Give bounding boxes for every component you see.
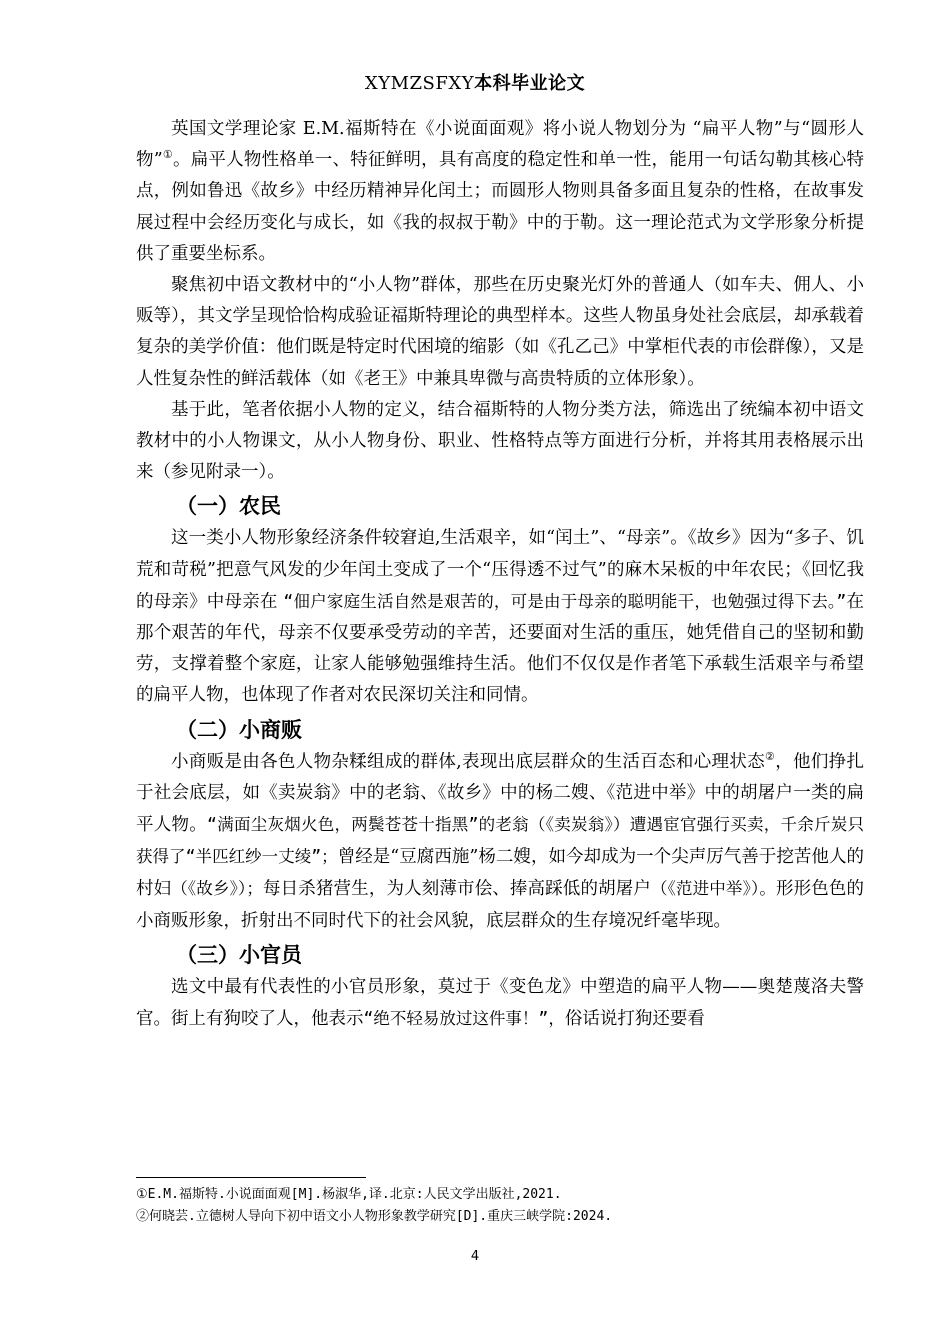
quotation: （《范进中举》）。	[651, 879, 776, 899]
paragraph-text: 英国文学理论家 E.M.福斯特在《小说面面观》将小说人物划分为 “扁平人物”与“圆形人物”	[136, 119, 864, 171]
paragraph-text: 每日杀猪营生，为人刻薄市侩、捧高踩低的胡屠户	[262, 879, 651, 900]
paragraph-text: 。扁平人物性格单一、特征鲜明，具有高度的稳定性和单一性，能用一句话勾勒其核心特点，例如鲁迅《故乡》中经历精神异化闰土；而圆形人物则具备多面且复杂的性格，在故事发展过程中会经历变化与成长，如《我的叔叔于勒》中的于勒。这一理论范式为文学形象分析提供了重要坐标系。	[136, 150, 864, 264]
quotation: “绝不轻易放过这件事！”，	[363, 1009, 565, 1029]
paragraph-text: ，他们挣扎于社会底层，如《卖炭翁》中的老翁、《故乡》中的杨二嫂、《范进中举》中的胡屠户一类的扁平人物。	[136, 751, 864, 836]
paragraph-text: 俗话说打狗还要看	[564, 1009, 705, 1030]
paragraph-text: 选文中最有代表性的小官员形象，莫过于《变色龙》中塑造的扁平人物——奥楚蔑洛夫警官。街上有狗咬了人，他表示	[136, 976, 864, 1030]
quotation: “满面尘灰烟火色，两鬓苍苍十指黑”的老翁（《卖炭翁》）遭遇宦官强行买卖，千余斤炭只获得了“半匹红纱一丈绫”；	[136, 815, 864, 867]
paragraph-text: 这一类小人物形象经济条件较窘迫,生活艰辛，如“闰土”、“母亲”。《故乡》因为“多子、饥荒和苛税”把意气风发的少年闰土变成了一个“压得透不过气”的麻木呆板的中年农民；《回忆我的母亲》中母亲在	[136, 528, 864, 612]
section-heading-farmers: （一）农民	[176, 494, 281, 519]
paragraph-text: 形形色色的小商贩形象，折射出不同时代下的社会风貌，底层群众的生存境况纤毫毕现。	[136, 879, 865, 931]
paragraph-officials	[136, 972, 864, 1035]
section-heading-officials: （三）小官员	[176, 942, 302, 967]
quotation: （《故乡》）；	[171, 879, 263, 899]
footnote-2: ②何晓芸.立德树人导向下初中语文小人物形象教学研究[D].重庆三峡学院:2024.	[136, 1209, 613, 1224]
quotation: “佃户家庭生活自然是艰苦的，可是由于母亲的聪明能干，也勉强过得下去。”	[283, 591, 847, 611]
page-number: 4	[470, 1249, 480, 1264]
paragraph-vendors	[136, 747, 864, 937]
footnote-1: ①E.M.福斯特.小说面面观[M].杨淑华,译.北京:人民文学出版社,2021.	[136, 1187, 562, 1202]
footnote-ref-2[interactable]: ②	[765, 749, 776, 763]
header-code: XYMZSFXY	[364, 73, 475, 94]
header-title: 本科毕业论文	[474, 73, 586, 94]
footnote-ref-1[interactable]: ①	[162, 148, 173, 162]
paragraph-text: 曾经是“豆腐西施”杨二嫂，如今却成为一个尖声厉气善于挖苦他人的村妇	[136, 847, 864, 900]
footnote-separator	[136, 1177, 366, 1178]
section-heading-vendors: （二）小商贩	[176, 717, 302, 742]
paragraph-little-people: 聚焦初中语文教材中的“小人物”群体，那些在历史聚光灯外的普通人（如车夫、佣人、小贩等），其文学呈现恰恰构成验证福斯特理论的典型样本。这些人物虽身处社会底层，却承载着复杂的美学价值：他们既是特定时代困境的缩影（如《孔乙己》中掌柜代表的市侩群像），又是人性复杂性的鲜活载体（如《老王》中兼具卑微与高贵特质的立体形象）。	[136, 275, 864, 389]
paragraph-forster-theory	[136, 114, 864, 270]
paragraph-farmers	[136, 523, 864, 711]
body-text	[136, 114, 864, 1035]
footnotes	[136, 1184, 864, 1228]
running-header	[0, 72, 950, 96]
paragraph-text: 小商贩是由各色人物杂糅组成的群体,表现出底层群众的生活百态和心理状态	[171, 751, 766, 772]
paragraph-text: 在那个艰苦的年代，母亲不仅要承受劳动的辛苦，还要面对生活的重压，她凭借自己的坚韧和勤劳，支撑着整个家庭，让家人能够勉强维持生活。他们不仅仅是作者笔下承载生活艰辛与希望的扁平人物，也体现了作者对农民深切关注和同情。	[136, 591, 865, 706]
paragraph-method: 基于此，笔者依据小人物的定义，结合福斯特的人物分类方法，筛选出了统编本初中语文教材中的小人物课文，从小人物身份、职业、性格特点等方面进行分析，并将其用表格展示出来（参见附录一）。	[136, 399, 864, 483]
